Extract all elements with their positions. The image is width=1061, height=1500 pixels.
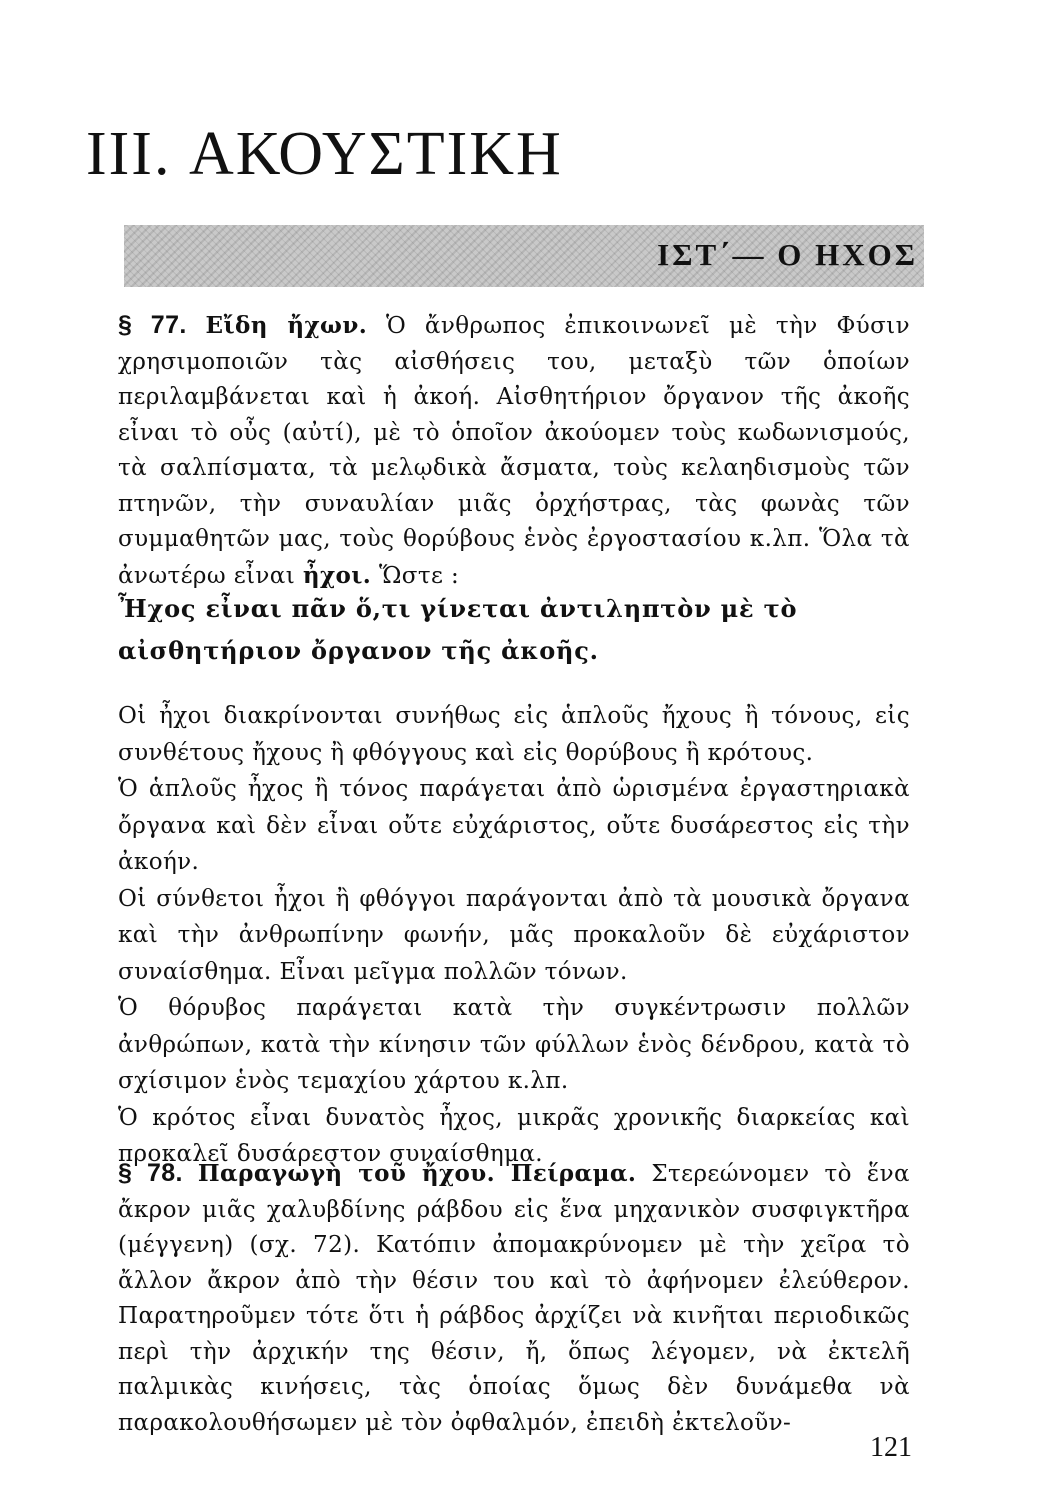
section-77-paragraphs: [118, 698, 910, 1173]
paragraph: Οἱ ἦχοι διακρίνονται συνήθως εἰς ἁπλοῦς ἤχους ἢ τόνους, εἰς συνθέτους ἤχους ἢ φθόγγους καὶ εἰς θορύβους ἢ κρότους.: [118, 703, 910, 766]
bold-term: ἦχοι.: [302, 561, 372, 589]
chapter-heading: ΙΣΤ΄— Ο ΗΧΟΣ: [657, 237, 918, 272]
paragraph: Ὁ ἁπλοῦς ἦχος ἢ τόνος παράγεται ἀπὸ ὡρισμένα ἐργαστηριακὰ ὄργανα καὶ δὲν εἶναι οὔτε εὐχάριστος, οὔτε δυσάρεστος εἰς τὴν ἀκοήν.: [118, 776, 910, 875]
section-heading: Εἴδη ἤχων.: [205, 312, 368, 339]
paragraph: Ὁ κρότος εἶναι δυνατὸς ἦχος, μικρᾶς χρονικῆς διαρκείας καὶ προκαλεῖ δυσάρεστον συναίσθημα.: [118, 1104, 910, 1167]
section-number: § 77.: [118, 311, 187, 339]
section-tail: Ὥστε :: [378, 562, 460, 589]
paragraph: Ὁ θόρυβος παράγεται κατὰ τὴν συγκέντρωσιν πολλῶν ἀνθρώπων, κατὰ τὴν κίνησιν τῶν φύλλων ἑνὸς δένδρου, κατὰ τὸ σχίσιμον ἑνὸς τεμαχίου χάρτου κ.λπ.: [118, 995, 910, 1094]
page-title: III. ΑΚΟΥΣΤΙΚΗ: [86, 120, 563, 188]
section-body: Στερεώνομεν τὸ ἕνα ἄκρον μιᾶς χαλυβδίνης ράβδου εἰς ἕνα μηχανικὸν συσφιγκτῆρα (μέγγενη) (σχ. 72). Κατόπιν ἀπομακρύνομεν μὲ τὴν χεῖρα τὸ ἄλλον ἄκρον ἀπὸ τὴν θέσιν του καὶ τὸ ἀφήνομεν ἐλεύθερον. Παρατηροῦμεν τότε ὅτι ἡ ράβδος ἀρχίζει νὰ κινῆται περιοδικῶς περὶ τὴν ἀρχικήν της θέσιν, ἤ, ὅπως λέγομεν, νὰ ἐκτελῆ παλμικὰς κινήσεις, τὰς ὁποίας ὅμως δὲν δυνάμεθα νὰ παρακολουθήσωμεν μὲ τὸν ὀφθαλμόν, ἐπειδὴ ἐκτελοῦν-: [118, 1161, 910, 1436]
section-78: [118, 1156, 910, 1441]
definition-box: Ἦχος εἶναι πᾶν ὅ,τι γίνεται ἀντιληπτὸν μὲ τὸ αἰσθητήριον ὄργανον τῆς ἀκοῆς.: [118, 594, 798, 665]
chapter-banner: [124, 225, 924, 287]
section-body: Ὁ ἄνθρωπος ἐπικοινωνεῖ μὲ τὴν Φύσιν χρησιμοποιῶν τὰς αἰσθήσεις του, μεταξὺ τῶν ὁποίων περιλαμβάνεται καὶ ἡ ἀκοή. Αἰσθητήριον ὄργανον τῆς ἀκοῆς εἶναι τὸ οὖς (αὐτί), μὲ τὸ ὁποῖον ἀκούομεν τοὺς κωδωνισμούς, τὰ σαλπίσματα, τὰ μελῳδικὰ ἄσματα, τοὺς κελαηδισμοὺς τῶν πτηνῶν, τὴν συναυλίαν μιᾶς ὀρχήστρας, τὰς φωνὰς τῶν συμμαθητῶν μας, τοὺς θορύβους ἑνὸς ἐργοστασίου κ.λπ. Ὅλα τὰ ἀνωτέρω εἶναι: [118, 313, 910, 589]
section-number: § 78.: [118, 1159, 183, 1187]
section-77-intro: [118, 308, 910, 594]
paragraph: Οἱ σύνθετοι ἦχοι ἢ φθόγγοι παράγονται ἀπὸ τὰ μουσικὰ ὄργανα καὶ τὴν ἀνθρωπίνην φωνήν, μᾶς προκαλοῦν δὲ εὐχάριστον συναίσθημα. Εἶναι μεῖγμα πολλῶν τόνων.: [118, 885, 910, 985]
page-number: 121: [870, 1432, 912, 1463]
section-heading: Παραγωγὴ τοῦ ἤχου. Πείραμα.: [197, 1160, 637, 1187]
